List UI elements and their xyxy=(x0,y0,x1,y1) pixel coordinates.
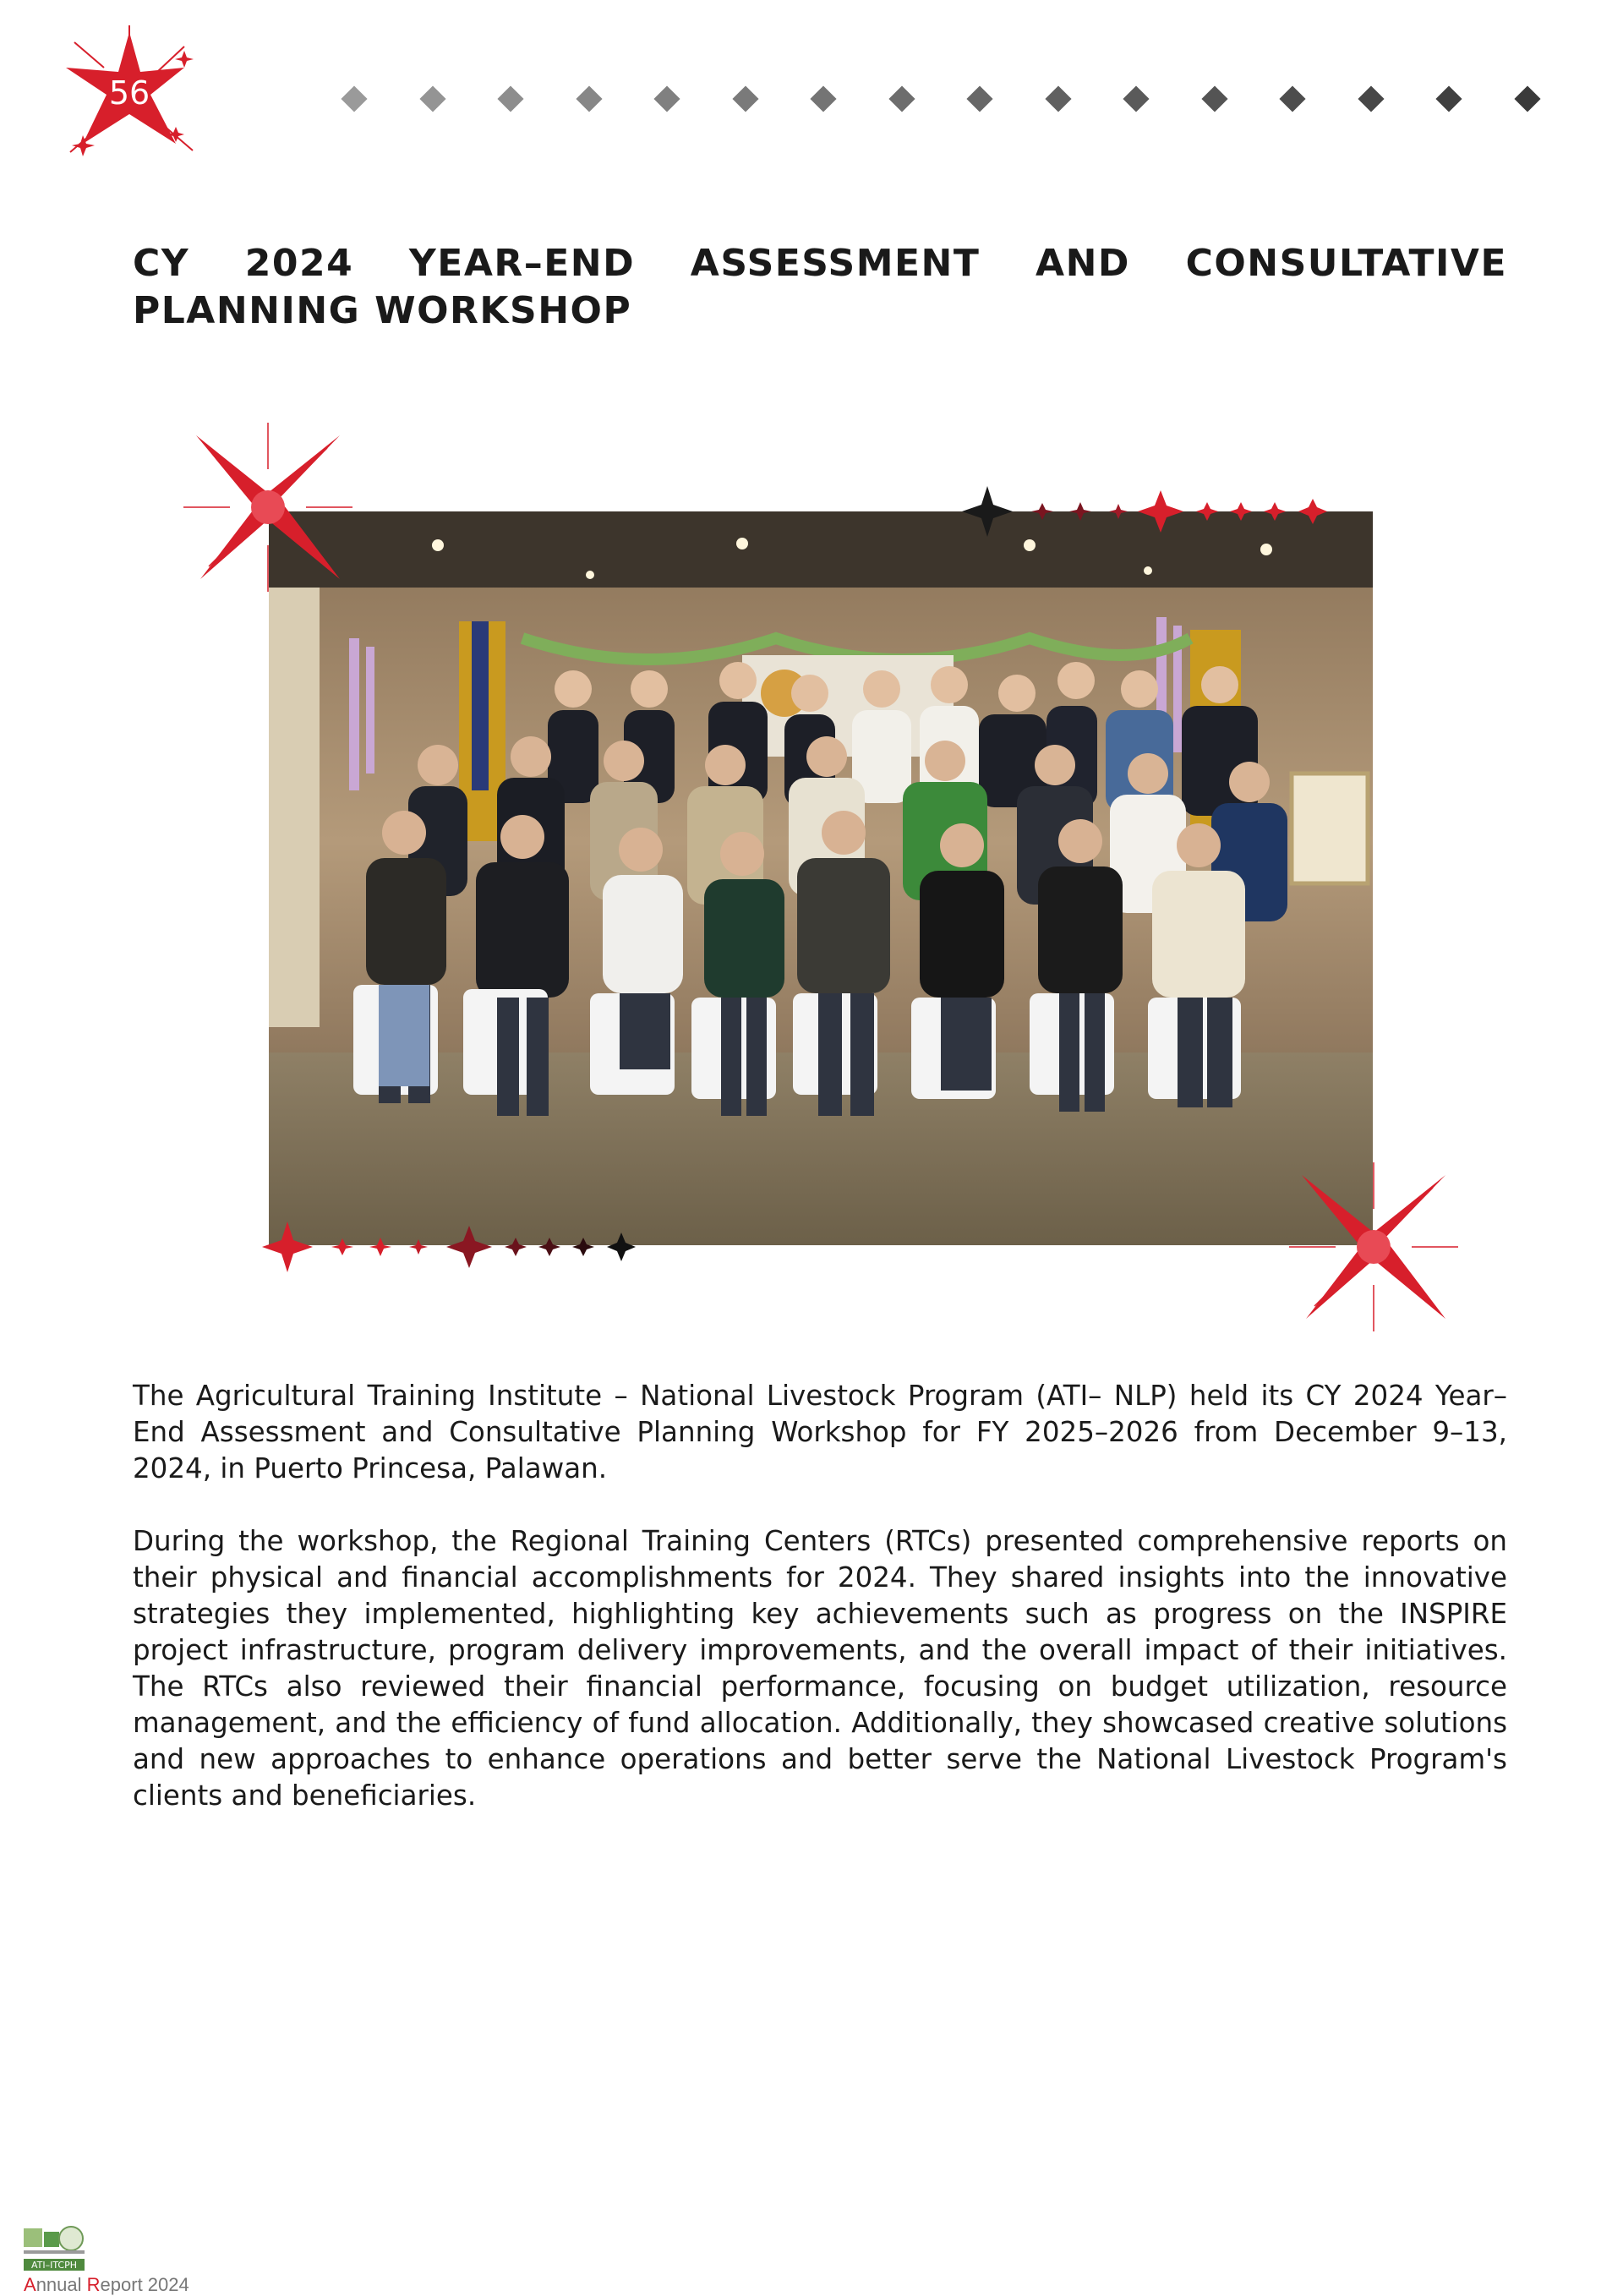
footer-letter-r: R xyxy=(86,2274,101,2295)
diamond-icon xyxy=(888,85,915,112)
sparkle-burst-icon xyxy=(179,418,357,596)
page-title: CY 2024 YEAR–END ASSESSMENT AND CONSULTATIVE PLANNING WORKSHOP xyxy=(133,242,1507,332)
footer-word-report: eport 2024 xyxy=(100,2274,189,2295)
diamond-icon xyxy=(1358,85,1384,112)
diamond-icon xyxy=(966,85,992,112)
footer-letter-a: A xyxy=(24,2274,36,2295)
paragraph-details: During the workshop, the Regional Training Centers (RTCs) presented comprehensive reports on their physical and financial accomplishments for 2024. They shared insights into the innovative strategies they implemented, highlighting key achievements such as progress on the INSPIRE project infrastructure, program delivery improvements, and the overall impact of their initiatives. The RTCs also reviewed their financial performance, focusing on budget utilization, resource management, and the efficiency of fund allocation. Additionally, they showcased creative solutions and new approaches to enhance operations and better serve the National Livestock Program's clients and beneficiaries. xyxy=(133,1525,1507,1812)
diamond-icon xyxy=(810,85,836,112)
logo-label: ATI–ITCPH xyxy=(30,2260,78,2271)
group-photo xyxy=(269,511,1373,1245)
diamond-icon xyxy=(1201,85,1227,112)
diamond-icon xyxy=(341,85,367,112)
diamond-icon xyxy=(653,85,680,112)
diamond-icon xyxy=(419,85,445,112)
diamond-icon xyxy=(1514,85,1540,112)
diamond-divider xyxy=(345,86,1562,112)
diamond-icon xyxy=(1123,85,1149,112)
star-trail-bottom xyxy=(254,1217,651,1276)
diamond-icon xyxy=(576,85,602,112)
paragraph-intro: The Agricultural Training Institute – National Livestock Program (ATI– NLP) held its CY 2024 Year–End Assessment and Consultative Planning Workshop for FY 2025–2026 from December 9–13, 2024, in Puerto Princesa, Palawan. xyxy=(133,1380,1507,1484)
diamond-icon xyxy=(1435,85,1462,112)
group-photo-image xyxy=(269,511,1373,1245)
ati-logo-icon xyxy=(24,2222,85,2274)
star-trail-top xyxy=(954,482,1351,541)
diamond-icon xyxy=(497,85,523,112)
diamond-icon xyxy=(732,85,758,112)
diamond-icon xyxy=(1045,85,1071,112)
page-number-badge xyxy=(57,25,201,161)
sparkle-burst-icon xyxy=(1285,1158,1462,1336)
diamond-icon xyxy=(1279,85,1305,112)
page-number: 56 xyxy=(108,74,150,112)
footer-word-annual: nnual xyxy=(36,2274,87,2295)
article-body xyxy=(133,1378,1507,1850)
footer-annual-report xyxy=(24,2274,189,2296)
